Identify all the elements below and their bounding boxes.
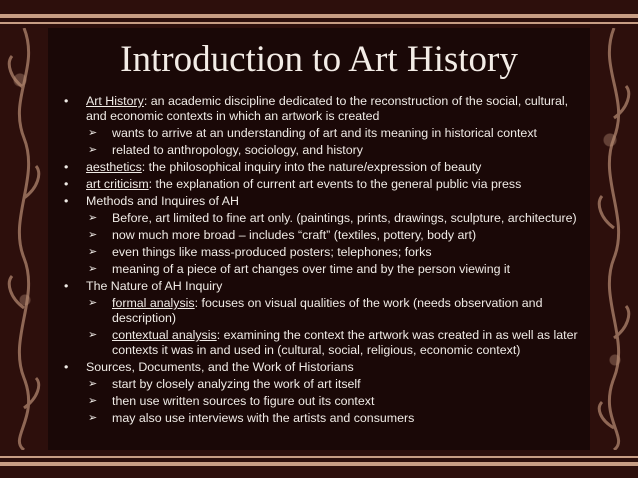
sub-bullet-text: Before, art limited to fine art only. (paintings, prints, drawings, sculpture, architecture) bbox=[112, 211, 577, 225]
arrow-bullet-icon: ➢ bbox=[88, 127, 98, 139]
arrow-bullet-icon: ➢ bbox=[88, 297, 98, 309]
sub-bullet-text: then use written sources to figure out its context bbox=[112, 394, 375, 408]
bullet-dot-icon: • bbox=[64, 94, 69, 108]
bottom-stripe bbox=[0, 462, 638, 466]
bullet-item bbox=[60, 177, 584, 192]
arrow-bullet-icon: ➢ bbox=[88, 144, 98, 156]
sub-bullet-item bbox=[60, 211, 584, 226]
arrow-bullet-icon: ➢ bbox=[88, 263, 98, 275]
arrow-bullet-icon: ➢ bbox=[88, 212, 98, 224]
sub-bullet-item bbox=[60, 245, 584, 260]
bullet-text: : the philosophical inquiry into the nature/expression of beauty bbox=[141, 160, 482, 174]
arrow-bullet-icon: ➢ bbox=[88, 395, 98, 407]
sub-bullet-item bbox=[60, 126, 584, 141]
bullet-text: The Nature of AH Inquiry bbox=[86, 279, 223, 293]
bullet-term: art criticism bbox=[86, 177, 149, 191]
bullet-text: : the explanation of current art events to the general public via press bbox=[148, 177, 522, 191]
sub-bullet-term: formal analysis bbox=[112, 296, 195, 310]
bullet-dot-icon: • bbox=[64, 360, 69, 374]
arrow-bullet-icon: ➢ bbox=[88, 412, 98, 424]
sub-bullet-text: start by closely analyzing the work of art itself bbox=[112, 377, 361, 391]
bullet-dot-icon: • bbox=[64, 194, 69, 208]
bullet-text: Sources, Documents, and the Work of Historians bbox=[86, 360, 354, 374]
arrow-bullet-icon: ➢ bbox=[88, 246, 98, 258]
sub-bullet-text: : focuses on visual qualities of the work (needs observation and description) bbox=[112, 296, 543, 325]
bullet-text: Methods and Inquires of AH bbox=[86, 194, 239, 208]
bullet-item bbox=[60, 94, 584, 124]
sub-bullet-item bbox=[60, 143, 584, 158]
sub-bullet-text: : examining the context the artwork was created in as well as later contexts it was in and used in (cultural, social, religious, economic context) bbox=[112, 328, 578, 357]
top-thin-stripe bbox=[0, 22, 638, 24]
slide-title: Introduction to Art History bbox=[120, 39, 518, 80]
bullet-item bbox=[60, 360, 584, 375]
arrow-bullet-icon: ➢ bbox=[88, 378, 98, 390]
bullet-list bbox=[60, 94, 584, 428]
top-stripe bbox=[0, 14, 638, 18]
sub-bullet-item bbox=[60, 377, 584, 392]
bullet-dot-icon: • bbox=[64, 160, 69, 174]
bullet-item bbox=[60, 194, 584, 209]
bullet-dot-icon: • bbox=[64, 279, 69, 293]
bullet-item bbox=[60, 160, 584, 175]
bullet-dot-icon: • bbox=[64, 177, 69, 191]
bullet-term: aesthetics bbox=[86, 160, 142, 174]
right-floral-ornament bbox=[590, 28, 638, 450]
sub-bullet-item bbox=[60, 394, 584, 409]
bullet-item bbox=[60, 279, 584, 294]
sub-bullet-term: contextual analysis bbox=[112, 328, 217, 342]
sub-bullet-text: related to anthropology, sociology, and history bbox=[112, 143, 363, 157]
arrow-bullet-icon: ➢ bbox=[88, 229, 98, 241]
bullet-text: : an academic discipline dedicated to the reconstruction of the social, cultural, and economic contexts in which an artwork is created bbox=[86, 94, 569, 123]
sub-bullet-item bbox=[60, 296, 584, 326]
sub-bullet-text: wants to arrive at an understanding of art and its meaning in historical context bbox=[112, 126, 537, 140]
sub-bullet-text: now much more broad – includes “craft” (textiles, pottery, body art) bbox=[112, 228, 477, 242]
sub-bullet-item bbox=[60, 228, 584, 243]
arrow-bullet-icon: ➢ bbox=[88, 329, 98, 341]
sub-bullet-text: may also use interviews with the artists and consumers bbox=[112, 411, 415, 425]
bottom-thin-stripe bbox=[0, 456, 638, 458]
sub-bullet-item bbox=[60, 328, 584, 358]
bullet-term: Art History bbox=[86, 94, 144, 108]
sub-bullet-item bbox=[60, 411, 584, 426]
sub-bullet-text: meaning of a piece of art changes over time and by the person viewing it bbox=[112, 262, 511, 276]
left-floral-ornament bbox=[0, 28, 48, 450]
sub-bullet-text: even things like mass-produced posters; telephones; forks bbox=[112, 245, 432, 259]
sub-bullet-item bbox=[60, 262, 584, 277]
